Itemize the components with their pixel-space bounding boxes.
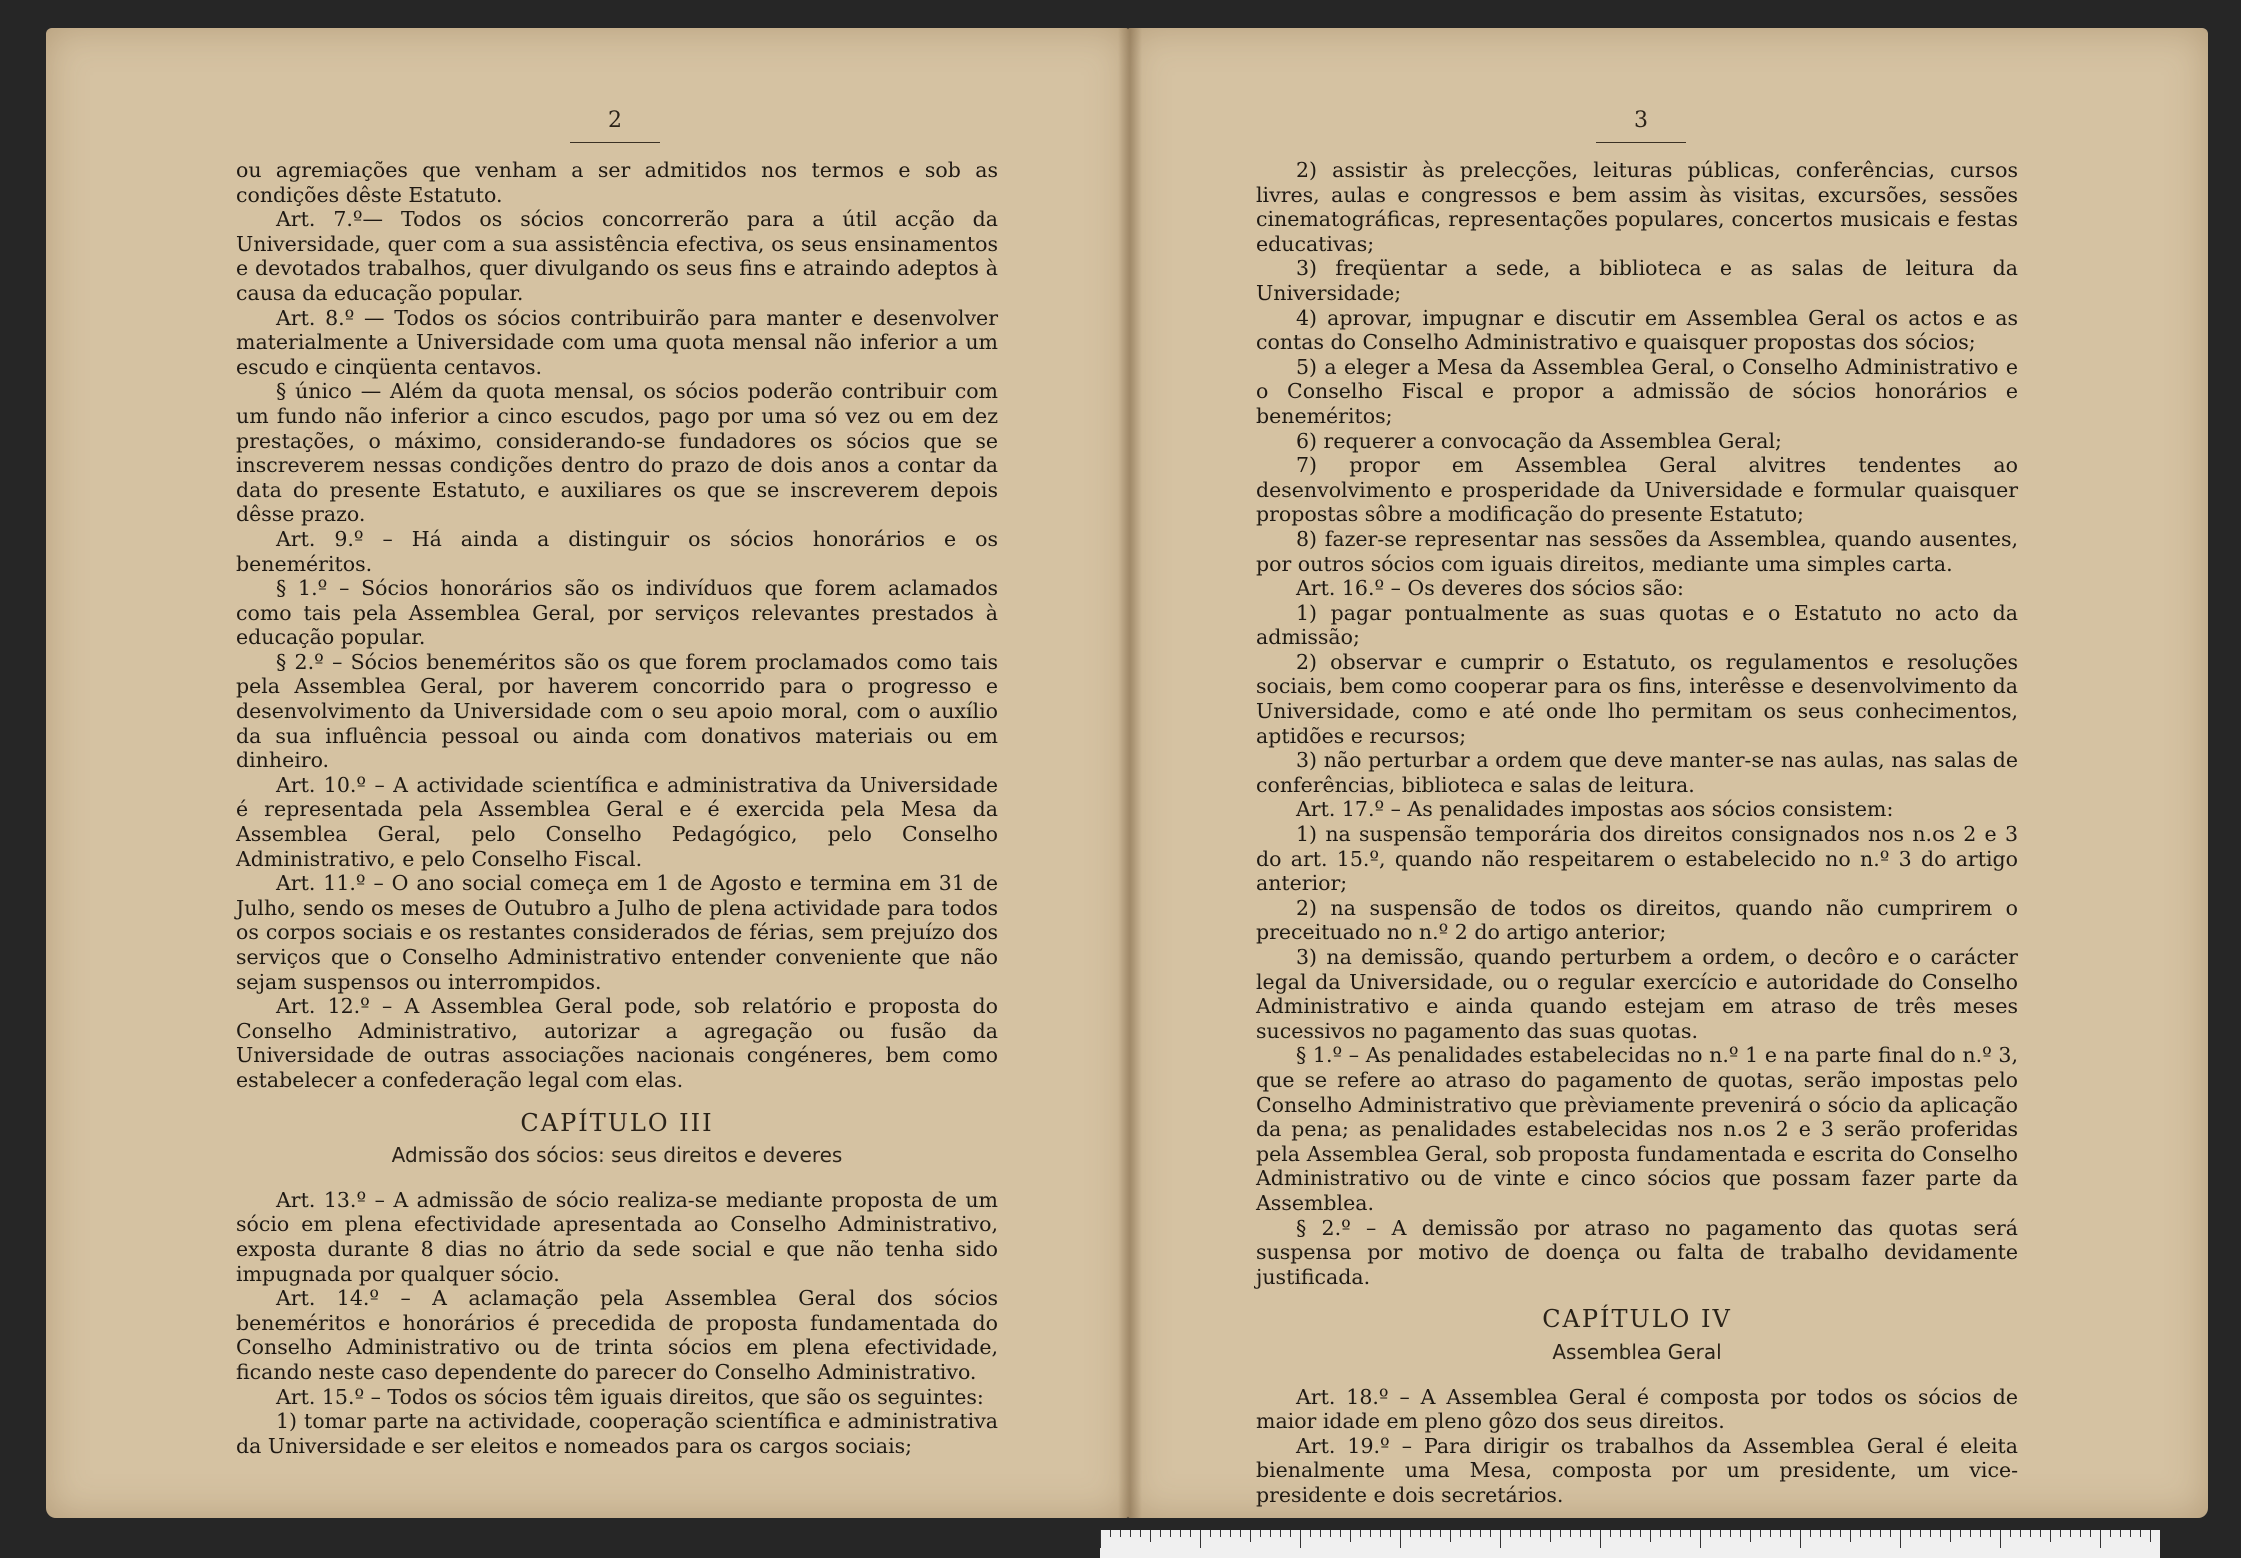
page-number-left: 2 bbox=[608, 108, 622, 133]
ruler-tick bbox=[1580, 1530, 1581, 1537]
paragraph: 2) observar e cumprir o Estatuto, os regulamentos e resoluções sociais, bem como cooperar para os fins, interêsse e desenvolvimento da Universidade, como e até onde lho permitam os seus conhecimentos, aptidões e recursos; bbox=[1256, 649, 2018, 748]
ruler-tick bbox=[2150, 1530, 2151, 1542]
ruler-tick bbox=[1100, 1530, 1101, 1548]
paragraph: Art. 18.º – A Assemblea Geral é composta por todos os sócios de maior idade em pleno gôzo dos seus direitos. bbox=[1256, 1384, 2018, 1434]
paragraph: Art. 17.º – As penalidades impostas aos sócios consistem: bbox=[1296, 797, 1894, 822]
paragraph: Art. 15.º – Todos os sócios têm iguais direitos, que são os seguintes: bbox=[276, 1384, 984, 1409]
paragraph: 3) freqüentar a sede, a biblioteca e as salas de leitura da Universidade; bbox=[1256, 256, 2018, 305]
paragraph: 3) na demissão, quando perturbem a ordem, o decôro e o carácter legal da Universidade, ou o regular exercício e autoridade do Conselho Administrativo e ainda quando estejam em atraso de três meses sucessivos no pagamento das suas quotas. bbox=[1256, 945, 2018, 1043]
paragraph: 6) requerer a convocação da Assemblea Geral; bbox=[1296, 428, 1782, 453]
scale-ruler bbox=[1100, 1530, 2160, 1558]
page-number-right: 3 bbox=[1634, 108, 1648, 133]
paragraph: Art. 8.º — Todos os sócios contribuirão para manter e desenvolver materialmente a Universidade com uma quota mensal não inferior a um escudo e cinqüenta centavos. bbox=[236, 305, 998, 379]
paragraph: Art. 12.º – A Assemblea Geral pode, sob relatório e proposta do Conselho Administrativo, autorizar a agregação ou fusão da Universidade de outras associações nacionais congéneres, bem como estabelecer a confederação legal com elas. bbox=[236, 994, 998, 1092]
ruler-tick bbox=[1870, 1530, 1871, 1537]
ruler-tick bbox=[1370, 1530, 1371, 1537]
paragraph: Art. 16.º – Os deveres dos sócios são: bbox=[1296, 576, 1684, 601]
ruler-tick bbox=[2080, 1530, 2081, 1537]
ruler-tick bbox=[1460, 1530, 1461, 1537]
ruler-tick bbox=[1450, 1530, 1451, 1542]
ruler-tick bbox=[1910, 1530, 1911, 1537]
ruler-tick bbox=[1500, 1530, 1501, 1548]
ruler-tick bbox=[1310, 1530, 1311, 1537]
ruler-tick bbox=[1570, 1530, 1571, 1537]
paragraph: Art. 19.º – Para dirigir os trabalhos da Assemblea Geral é eleita bienalmente uma Mesa, composta por um presidente, um vice-presidente e dois secretários. bbox=[1256, 1433, 2018, 1507]
ruler-tick bbox=[1760, 1530, 1761, 1537]
ruler-tick bbox=[1360, 1530, 1361, 1537]
ruler-tick bbox=[1510, 1530, 1511, 1537]
ruler-tick bbox=[1850, 1530, 1851, 1542]
ruler-tick bbox=[2110, 1530, 2111, 1537]
left-page-text bbox=[236, 158, 998, 1458]
ruler-tick bbox=[1840, 1530, 1841, 1537]
paragraph: § 1.º – Sócios honorários são os indivíduos que forem aclamados como tais pela Assemblea Geral, por serviços relevantes prestados à educação popular. bbox=[236, 576, 998, 650]
paragraph: Art. 14.º – A aclamação pela Assemblea Geral dos sócios beneméritos e honorários é precedida de proposta fundamentada do Conselho Administrativo ou de trinta sócios em plena efectividade, ficando neste caso dependente do parecer do Conselho Administrativo. bbox=[236, 1286, 998, 1384]
ruler-tick bbox=[1780, 1530, 1781, 1537]
ruler-tick bbox=[1940, 1530, 1941, 1537]
ruler-tick bbox=[1640, 1530, 1641, 1537]
ruler-tick bbox=[1420, 1530, 1421, 1537]
ruler-tick bbox=[1890, 1530, 1891, 1537]
ruler-tick bbox=[1330, 1530, 1331, 1537]
ruler-tick bbox=[1880, 1530, 1881, 1537]
ruler-tick bbox=[1470, 1530, 1471, 1537]
ruler-tick bbox=[1750, 1530, 1751, 1542]
paragraph: 1) na suspensão temporária dos direitos consignados nos n.os 2 e 3 do art. 15.º, quando não respeitarem o estabelecido no n.º 3 do artigo anterior; bbox=[1256, 822, 2018, 896]
ruler-tick bbox=[1270, 1530, 1271, 1537]
ruler-tick bbox=[1770, 1530, 1771, 1537]
ruler-tick bbox=[1280, 1530, 1281, 1537]
ruler-tick bbox=[2040, 1530, 2041, 1537]
ruler-tick bbox=[2130, 1530, 2131, 1537]
paragraph: § único — Além da quota mensal, os sócios poderão contribuir com um fundo não inferior a cinco escudos, pago por uma só vez ou em dez prestações, o máximo, considerando-se fundadores os sócios que se inscreverem nessas condições dentro do prazo de dois anos a contar da data do presente Estatuto, e auxiliares os que se inscreverem depois dêsse prazo. bbox=[236, 379, 998, 527]
paragraph: 7) propor em Assemblea Geral alvitres tendentes ao desenvolvimento e prosperidade da Universidade e formular quaisquer propostas sôbre a modificação do presente Estatuto; bbox=[1256, 453, 2018, 527]
ruler-tick bbox=[1620, 1530, 1621, 1537]
ruler-tick bbox=[1790, 1530, 1791, 1537]
paragraph: Art. 11.º – O ano social começa em 1 de Agosto e termina em 31 de Julho, sendo os meses de Outubro a Julho de plena actividade para todos os corpos sociais e os restantes considerados de férias, sem prejuízo dos serviços que o Conselho Administrativo entender conveniente que não sejam suspensos ou interrompidos. bbox=[236, 871, 998, 994]
ruler-tick bbox=[1180, 1530, 1181, 1537]
ruler-tick bbox=[1150, 1530, 1151, 1542]
ruler-tick bbox=[2020, 1530, 2021, 1537]
ruler-tick bbox=[1430, 1530, 1431, 1537]
paragraph: 4) aprovar, impugnar e discutir em Assemblea Geral os actos e as contas do Conselho Administrativo e quaisquer propostas dos sócios; bbox=[1256, 305, 2018, 355]
ruler-tick bbox=[1990, 1530, 1991, 1537]
ruler-tick bbox=[1900, 1530, 1901, 1548]
ruler-tick bbox=[1140, 1530, 1141, 1537]
ruler-tick bbox=[1690, 1530, 1691, 1537]
ruler-tick bbox=[1380, 1530, 1381, 1537]
ruler-tick bbox=[1110, 1530, 1111, 1537]
ruler-tick bbox=[1670, 1530, 1671, 1537]
ruler-tick bbox=[1160, 1530, 1161, 1537]
ruler-tick bbox=[1930, 1530, 1931, 1537]
ruler-tick bbox=[1440, 1530, 1441, 1537]
paragraph: Art. 7.º— Todos os sócios concorrerão para a útil acção da Universidade, quer com a sua assistência efectiva, os seus ensinamentos e devotados trabalhos, quer divulgando os seus fins e atraindo adeptos à causa da educação popular. bbox=[236, 207, 998, 305]
paragraph: 8) fazer-se representar nas sessões da Assemblea, quando ausentes, por outros sócios com iguais direitos, mediante uma simples carta. bbox=[1256, 526, 2018, 576]
ruler-tick bbox=[1400, 1530, 1401, 1548]
ruler-tick bbox=[1190, 1530, 1191, 1537]
ruler-tick bbox=[1350, 1530, 1351, 1542]
ruler-tick bbox=[2000, 1530, 2001, 1548]
ruler-tick bbox=[1860, 1530, 1861, 1537]
ruler-tick bbox=[1970, 1530, 1971, 1537]
chapter-subtitle: Admissão dos sócios: seus direitos e deveres bbox=[391, 1143, 843, 1168]
ruler-tick bbox=[1130, 1530, 1131, 1537]
ruler-tick bbox=[1170, 1530, 1171, 1537]
paragraph: 3) não perturbar a ordem que deve manter-se nas aulas, nas salas de conferências, biblioteca e salas de leitura. bbox=[1256, 748, 2018, 797]
paragraph: 1) tomar parte na actividade, cooperação scientífica e administrativa da Universidade e ser eleitos e nomeados para os cargos sociais; bbox=[236, 1409, 998, 1458]
ruler-tick bbox=[1520, 1530, 1521, 1537]
ruler-tick bbox=[2120, 1530, 2121, 1537]
ruler-tick bbox=[1120, 1530, 1121, 1537]
ruler-tick bbox=[1610, 1530, 1611, 1537]
ruler-tick bbox=[1230, 1530, 1231, 1537]
ruler-tick bbox=[1820, 1530, 1821, 1537]
page-number-rule-left bbox=[570, 142, 660, 143]
paragraph: § 1.º – As penalidades estabelecidas no n.º 1 e na parte final do n.º 3, que se refere ao atraso do pagamento de quotas, serão impostas pelo Conselho Administrativo que prèviamente prevenirá o sócio da aplicação da pena; as penalidades estabelecidas nos n.os 2 e 3 serão proferidas pela Assemblea Geral, sob proposta fundamentada e escrita do Conselho Administrativo ou de vinte e cinco sócios que possam fazer parte da Assemblea. bbox=[1256, 1043, 2018, 1215]
ruler-tick bbox=[2060, 1530, 2061, 1537]
ruler-tick bbox=[1950, 1530, 1951, 1542]
ruler-tick bbox=[1480, 1530, 1481, 1537]
ruler-tick bbox=[1710, 1530, 1711, 1537]
ruler-tick bbox=[1660, 1530, 1661, 1537]
chapter-title: CAPÍTULO III bbox=[520, 1108, 714, 1137]
ruler-tick bbox=[1980, 1530, 1981, 1537]
ruler-tick bbox=[1410, 1530, 1411, 1537]
ruler-tick bbox=[1830, 1530, 1831, 1537]
paragraph: 1) pagar pontualmente as suas quotas e o Estatuto no acto da admissão; bbox=[1256, 600, 2018, 650]
ruler-tick bbox=[1650, 1530, 1651, 1542]
ruler-tick bbox=[2070, 1530, 2071, 1537]
paragraph: Art. 9.º – Há ainda a distinguir os sócios honorários e os beneméritos. bbox=[236, 526, 998, 576]
paragraph: 5) a eleger a Mesa da Assemblea Geral, o Conselho Administrativo e o Conselho Fiscal e propor a admissão de sócios honorários e beneméritos; bbox=[1256, 354, 2018, 428]
ruler-tick bbox=[1490, 1530, 1491, 1537]
paragraph: § 2.º – Sócios beneméritos são os que forem proclamados como tais pela Assemblea Geral, por haverem concorrido para o progresso e desenvolvimento da Universidade com o seu apoio moral, com o auxílio da sua influência pessoal ou ainda com donativos materiais ou em dinheiro. bbox=[236, 649, 998, 773]
paragraph: § 2.º – A demissão por atraso no pagamento das quotas será suspensa por motivo de doença ou falta de trabalho devidamente justificada. bbox=[1256, 1215, 2018, 1289]
ruler-tick bbox=[1220, 1530, 1221, 1537]
ruler-tick bbox=[1680, 1530, 1681, 1537]
ruler-tick bbox=[1550, 1530, 1551, 1542]
paragraph: Art. 10.º – A actividade scientífica e administrativa da Universidade é representada pela Assemblea Geral e é exercida pela Mesa da Assemblea Geral, pelo Conselho Pedagógico, pelo Conselho Administrativo, e pelo Conselho Fiscal. bbox=[236, 772, 998, 871]
ruler-tick bbox=[2090, 1530, 2091, 1537]
paragraph: Art. 13.º – A admissão de sócio realiza-se mediante proposta de um sócio em plena efectividade apresentada ao Conselho Administrativo, exposta durante 8 dias no átrio da sede social e que não tenha sido impugnada por qualquer sócio. bbox=[236, 1187, 998, 1286]
ruler-tick bbox=[1200, 1530, 1201, 1548]
page-number-rule-right bbox=[1596, 142, 1686, 143]
ruler-tick bbox=[1720, 1530, 1721, 1537]
ruler-tick bbox=[1530, 1530, 1531, 1537]
ruler-tick bbox=[2050, 1530, 2051, 1542]
right-page-text bbox=[1256, 158, 2018, 1507]
ruler-tick bbox=[1590, 1530, 1591, 1537]
ruler-tick bbox=[1300, 1530, 1301, 1548]
ruler-tick bbox=[1730, 1530, 1731, 1537]
ruler-tick bbox=[1260, 1530, 1261, 1537]
ruler-tick bbox=[1250, 1530, 1251, 1542]
ruler-tick bbox=[1740, 1530, 1741, 1537]
ruler-tick bbox=[1700, 1530, 1701, 1548]
ruler-tick bbox=[1290, 1530, 1291, 1537]
ruler-tick bbox=[1390, 1530, 1391, 1537]
ruler-tick bbox=[1960, 1530, 1961, 1537]
ruler-tick bbox=[1340, 1530, 1341, 1537]
ruler-tick bbox=[2100, 1530, 2101, 1548]
book-gutter bbox=[1118, 28, 1142, 1518]
ruler-tick bbox=[1810, 1530, 1811, 1537]
chapter-title: CAPÍTULO IV bbox=[1542, 1305, 1732, 1334]
ruler-tick bbox=[2010, 1530, 2011, 1537]
ruler-tick bbox=[1560, 1530, 1561, 1537]
ruler-tick bbox=[1210, 1530, 1211, 1537]
ruler-tick bbox=[2140, 1530, 2141, 1537]
paragraph: ou agremiações que venham a ser admitidos nos termos e sob as condições dêste Estatuto. bbox=[236, 158, 998, 207]
ruler-tick bbox=[1320, 1530, 1321, 1537]
paragraph: 2) na suspensão de todos os direitos, quando não cumprirem o preceituado no n.º 2 do artigo anterior; bbox=[1256, 895, 2018, 945]
ruler-tick bbox=[1800, 1530, 1801, 1548]
ruler-tick bbox=[1630, 1530, 1631, 1537]
ruler-tick bbox=[1540, 1530, 1541, 1537]
chapter-subtitle: Assemblea Geral bbox=[1552, 1339, 1722, 1364]
ruler-tick bbox=[1920, 1530, 1921, 1537]
ruler-tick bbox=[1240, 1530, 1241, 1537]
ruler-tick bbox=[1600, 1530, 1601, 1548]
paragraph: 2) assistir às prelecções, leituras públicas, conferências, cursos livres, aulas e congressos e bem assim às visitas, excursões, sessões cinematográficas, representações populares, concertos musicais e festas educativas; bbox=[1256, 158, 2018, 256]
ruler-tick bbox=[2030, 1530, 2031, 1537]
